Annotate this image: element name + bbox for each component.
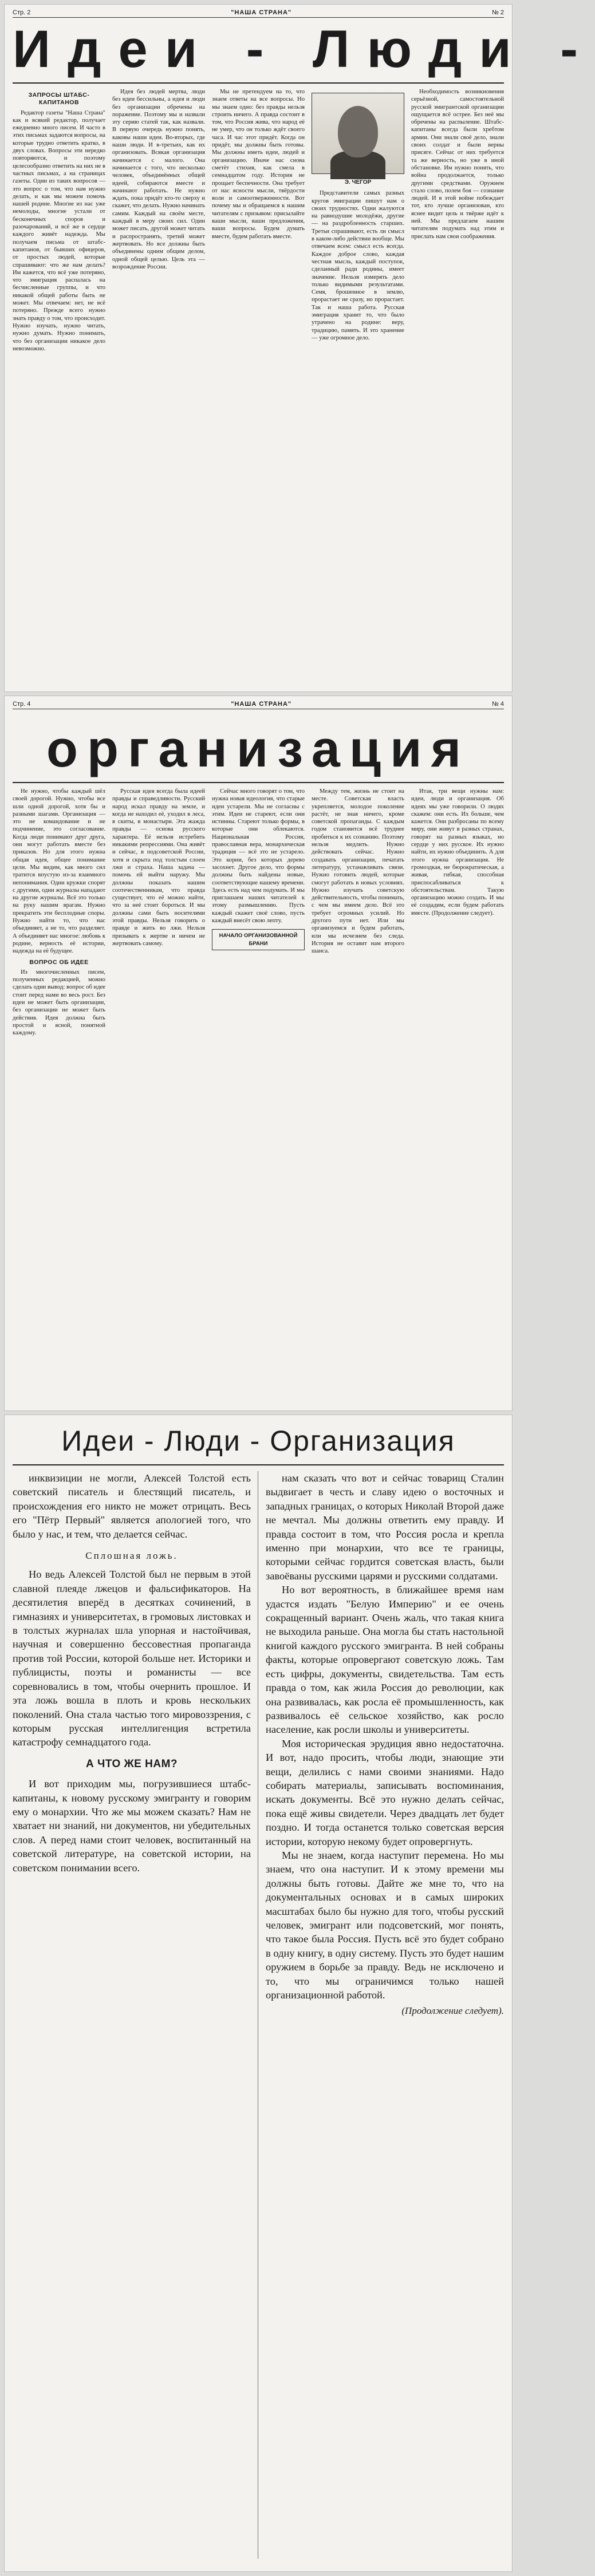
article-text: И вот приходим мы, погрузившиеся штабс-капитаны, к новому русскому эмигранту и говорим ему о монархии. Что же мы можем сказать? Нам не хватает ни знаний, ни документов, ни убедительных слов. А перед нами стоит человек, воспитанный на советской литературе, на советской истории, на советском понимании всего. [13,1778,251,1874]
column-1 [13,1471,251,2559]
article-text: Мы не знаем, когда наступит перемена. Но мы знаем, что она наступит. И к этому времени мы должны быть готовы. Дайте же мне то, что на документальных основах и в самых широких масштабах было бы нужно для того, чтобы русский человек, эмигрант или подсоветский, мог понять, что такое была Россия. Пусть всё это будет собрано в одну книгу, в одну систему. Пусть это будет нашим оружием в борьбе за правду. Ведь не исключено и то, что мы ограничимся только нашей организационной работой. [266,1849,504,2001]
subheading: Сплошная ложь. [85,1550,178,1562]
issue-number: № 4 [492,701,504,708]
newspaper-page-1 [5,5,595,692]
boxed-heading: НАЧАЛО ОРГАНИЗОВАННОЙ БРАНИ [212,929,305,950]
column-1 [13,788,105,1401]
column-2 [112,88,205,683]
article-text: Но ведь Алексей Толстой был не первым в этой славной плеяде лжецов и фальсификаторов. На десятилетия вперёд в десятках сочинений, в гимназиях и университетах, в громовых листовках и в толстых журналах шла упорная и настойчивая, научная и совершенно бессовестная пропаганда против той России, которой больше нет. Историки и публицисты, поэты и романисты — все соревновались в том, чтобы очернить прошлое. И эта ложь вошла в плоть и кровь нескольких поколений. Она стала частью того мировоззрения, с которым русская интеллигенция встретила катастрофу семнадцатого года. [13,1568,251,1748]
section-heading: ВОПРОС ОБ ИДЕЕ [29,958,89,966]
portrait-caption: Э. ЧЕГОР [344,179,372,185]
article-text: Моя историческая эрудиция явно недостаточна. И вот, надо просить, чтобы люди, знающие эти вещи, делились с нами своими знаниями. Надо собирать материалы, записывать воспоминания, искать документы. Всё это нужно делать сейчас, пока ещё живы свидетели. Через двадцать лет будет поздно. И тогда останется только советская версия истории, которую некому будет опровергнуть. [266,1737,504,1847]
continued-note: (Продолжение следует). [401,2005,504,2017]
article-columns [13,88,504,683]
article-text: Мы не претендуем на то, что знаем ответы на все вопросы. Но мы знаем одно: без правды нельзя строить ничего. А правда состоит в том, что Россия жива, что народ её не умер, что он только ждёт своего часа. И час этот придёт. Когда он придёт, мы должны быть готовы. Мы должны иметь идеи, людей и организацию. Иначе нас снова сметёт стихия, как смела в семнадцатом году. История не прощает беспечности. Она требует от нас ясности мысли, твёрдости воли и самоотверженности. Вот почему мы и обращаемся к нашим читателям с призывом: присылайте ваши мысли, ваши предложения, ваши вопросы. Будем думать вместе, будем работать вместе. [212,89,305,240]
masthead-rule [13,82,504,84]
article-text: Между тем, жизнь не стоит на месте. Советская власть укрепляется, молодое поколение растёт, не зная ничего, кроме советской пропаганды. С каждым годом становится всё труднее пробиться к их сознанию. Поэтому нельзя медлить. Нужно действовать сейчас. Нужно создавать организации, печатать литературу, устанавливать связи. Нужно готовить людей, которые смогут работать в новых условиях. Нужно изучать советскую действительность, чтобы понимать, с чем мы имеем дело. Всё это требует огромных усилий. Но другого пути нет. Или мы организуемся и будем работать, или мы исчезнем без следа. История не оставит нам второго шанса. [312,788,404,955]
article-text: Редактор газеты "Наша Страна" как и всякий редактор, получает ежедневно много писем. И часто в этих письмах задаются вопросы, на которые трудно ответить кратко, в двух словах. Вопросы эти нередко повторяются, и поэтому целесообразно ответить на них не в частных письмах, а на страницах газеты. Один из таких вопросов — это вопрос о том, что нам нужно делать, и как мы можем помочь нашей родине. Многие из нас уже немолоды, многие устали от бесконечных споров и разочарований, и всё же в сердце каждого живёт надежда. Мы получаем письма от штабс-капитанов, от бывших офицеров, от простых людей, которые спрашивают: что же нам делать? Им кажется, что всё уже потеряно, что эмиграция распалась на бесчисленные группы, и что никакой общей работы быть не может. Мы отвечаем: нет, не всё потеряно. Прежде всего нужно знать правду о том, что происходит. Нужно изучать, нужно читать, нужно думать. Нужно понимать, что без организации никакое дело невозможно. [13,109,105,352]
page-number: Стр. 2 [13,9,31,16]
column-3 [212,88,305,683]
running-header [13,8,504,18]
column-2 [112,788,205,1401]
masthead-rule [13,1464,504,1465]
column-5 [411,88,504,683]
newspaper-page-3-zoomed [5,1415,512,2571]
article-columns [13,788,504,1401]
article-text: Идея без людей мертва, люди без идеи бессильны, а идея и люди без организации обречены на поражение. Поэтому мы и назвали эту серию статей так, как назвали. В первую очередь нужно понять, каковы наши идеи. Во-вторых, где наши люди. И в-третьих, как их организовать. Всякая организация начинается с малого. Она начинается с того, что несколько человек, объединённых общей идеей, собираются вместе и начинают работать. Не нужно ждать, пока придёт кто-то сверху и скажет, что делать. Нужно начинать самим. Каждый на своём месте, каждый в меру своих сил. Один может писать, другой может читать и распространять, третий может жертвовать. Но все должны быть объединены одним общим делом, одной общей целью. Цель эта — возрождение России. [112,89,205,270]
article-text: Итак, три вещи нужны нам: идеи, люди и организация. Об идеях мы уже говорили. О людях скажем: они есть. Их больше, чем кажется. Они разбросаны по всему миру, они живут в разных странах, говорят на разных языках, но сердце у них русское. Их нужно найти, их нужно объединить. А для этого нужна организация. Не громоздкая, не бюрократическая, а живая, гибкая, способная приспосабливаться к обстоятельствам. Такую организацию можно создать. И мы её создадим, если будем работать вместе. (Продолжение следует). [411,788,504,916]
article-text: Но вот вероятность, в ближайшее время нам удастся издать "Белую Империю" и ее очень сокращенный вариант. Очень жаль, что такая книга не выходила раньше. Она могла бы стать настольной книгой каждого русского эмигранта. В ней собраны факты, которые опровергают советскую ложь. Там есть цифры, документы, свидетельства. Там есть правда о том, как жила Россия до революции, как она развивалась, как росла её промышленность, как развивалось её сельское хозяйство, как росло население, как росли школы и университеты. [266,1584,504,1736]
masthead-rule [13,782,504,783]
running-header [13,700,504,709]
article-text: Русская идея всегда была идеей правды и справедливости. Русский народ искал правду на земле, и когда не находил её, уходил в леса, в скиты, в монастыри. Эта жажда правды — основа русского характера. Её нельзя истребить никакими репрессиями. Она живёт и сейчас, в подсоветской России, хотя и скрыта под толстым слоем лжи и страха. Наша задача — помочь ей выйти наружу. Мы должны показать нашим соотечественникам, что правда существует, что её можно найти, что за неё стоит бороться. И мы должны сами быть носителями этой правды. Нельзя говорить о правде и жить во лжи. Нельзя призывать к жертве и ничем не жертвовать самому. [112,788,205,947]
article-heading: ЗАПРОСЫ ШТАБС-КАПИТАНОВ [28,92,90,106]
article-text: нам сказать что вот и сейчас товарищ Сталин выдвигает в честь и славу идею о восточных и западных границах, о которых Николай Второй даже не мечтал. Мы должны ответить ему правду. И правда состоит в том, что Россия росла и крепла именно при монархии, что все те границы, которыми сейчас гордится советская власть, были завоёваны русскими царями и русскими солдатами. [266,1472,504,1582]
section-heading: А ЧТО ЖЕ НАМ? [85,1757,178,1770]
column-4 [312,788,404,1401]
page-number: Стр. 4 [13,701,31,708]
article-text: Из многочисленных писем, полученных редакцией, можно сделать один вывод: вопрос об идее стоит перед нами во весь рост. Без идеи не может быть организации, без организации не может быть действия. Идея должна быть простой и ясной, понятной каждому. [13,969,105,1037]
portrait-illustration [312,93,404,174]
article-columns [13,1471,504,2559]
article-text: Не нужно, чтобы каждый шёл своей дорогой. Нужно, чтобы все шли одной дорогой, хотя бы и разными шагами. Организация — это не командование и не подчинение, это согласование. Когда люди понимают друг друга, они могут работать вместе без приказов. Но для этого нужна общая идея, общее понимание цели. Мы видим, как много сил тратится впустую из-за взаимного непонимания. Одни кружки спорят с другими, одни журналы нападают на другие журналы. Всё это только на руку нашим врагам. Нужно прекратить эти бесплодные споры. Нужно найти то, что нас объединяет, а не то, что разделяет. А объединяет нас многое: любовь к родине, верность её истории, надежда на её будущее. [13,788,105,955]
newspaper-title: "НАША СТРАНА" [231,701,292,708]
article-text: Представители самых разных кругов эмиграции пишут нам о своих трудностях. Одни жалуются на равнодушие молодёжи, другие — на раздробленность старших. Третьи спрашивают, есть ли смысл в каком-либо действии вообще. Мы отвечаем всем: смысл есть всегда. Каждое доброе слово, каждая честная мысль, каждый поступок, сделанный ради родины, имеет значение. Нельзя измерять дело только видимыми результатами. Семя, брошенное в землю, прорастает не сразу, но прорастает. Так и наша работа. Русская эмиграция хранит то, что было утрачено на родине: веру, традицию, память. И это хранение — уже огромное дело. [312,190,404,341]
article-text: Необходимость возникновения серьёзной, самостоятельной русской эмигрантской организации ощущается всё острее. Без неё мы обречены на распыление. Штабс-капитаны всегда были хребтом армии. Они знали своё дело, знали своих солдат и были верны присяге. Сейчас от них требуется та же верность, но уже в иной обстановке. Им нужно понять, что война продолжается, только другими средствами. Оружием стало слово, полем боя — сознание людей. И в этой войне побеждает тот, кто лучше организован, кто яснее видит цель и твёрже идёт к ней. Мы предлагаем нашим читателям подумать над этим и прислать нам свои соображения. [411,89,504,240]
column-4 [312,88,404,683]
column-3 [212,788,305,1401]
column-1 [13,88,105,683]
article-text: инквизиции не могли, Алексей Толстой есть советский писатель и блестящий писатель, и происхождения его никто не может отрицать. Весь его "Пётр Первый" является апологией того, что было у нас, и тем, что делается сейчас. [13,1472,251,1540]
newspaper-page-2 [5,696,512,1411]
masthead-title: организация [46,721,470,778]
issue-number: № 2 [492,9,504,16]
newspaper-title: "НАША СТРАНА" [231,9,292,16]
column-2 [266,1471,504,2559]
column-5 [411,788,504,1401]
masthead-title: Идеи - Люди - Организация [61,1425,455,1457]
masthead-title: Идеи - Люди - [13,20,595,78]
article-text: Сейчас много говорят о том, что нужна новая идеология, что старые идеи устарели. Мы не согласны с этим. Идеи не стареют, если они истинны. Стареют только формы, в которые они облекаются. Национальная Россия, православная вера, монархическая традиция — всё это не устарело. Это корни, без которых дерево засохнет. Другое дело, что формы должны быть найдены новые, соответствующие нашему времени. Здесь есть над чем подумать. И мы приглашаем наших читателей к этому размышлению. Пусть каждый скажет своё слово, пусть каждый внесёт свою лепту. [212,788,305,924]
